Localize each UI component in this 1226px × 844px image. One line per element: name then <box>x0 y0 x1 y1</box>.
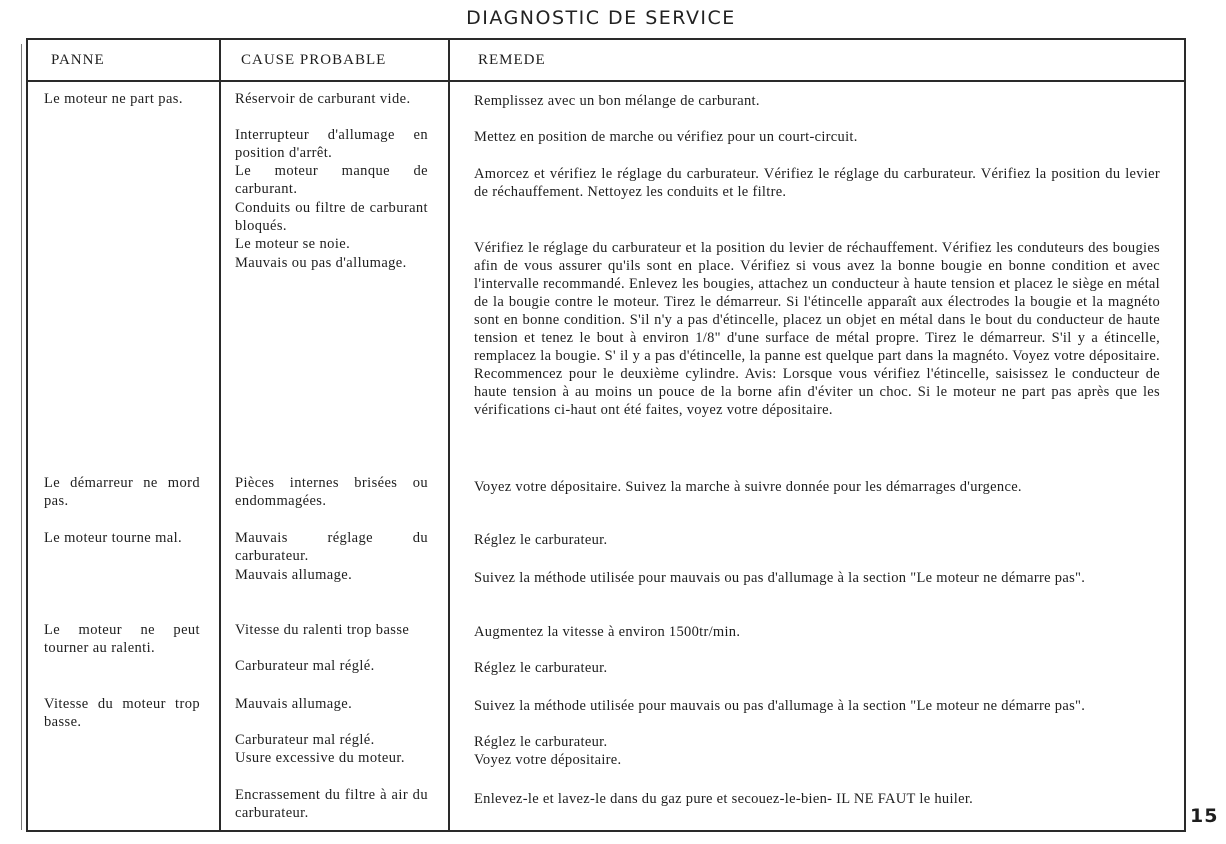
page-number: 15 <box>1190 805 1219 827</box>
header-cause: CAUSE PROBABLE <box>241 52 387 68</box>
remede-cell: Réglez le carburateur. <box>474 532 608 548</box>
header-remede: REMEDE <box>478 52 546 68</box>
panne-cell: Le moteur tourne mal. <box>44 530 183 546</box>
remede-cell: Suivez la méthode utilisée pour mauvais ou pas d'allumage à la section "Le moteur ne démarre pas". <box>474 698 1086 714</box>
panne-cell: Le moteur ne peut tourner au ralenti. <box>44 622 200 656</box>
cause-cell: Pièces internes brisées ou endommagées. <box>235 475 428 509</box>
header-divider <box>26 80 1186 82</box>
cause-cell: Mauvais réglage du carburateur. <box>235 530 428 564</box>
remede-cell: Voyez votre dépositaire. Suivez la marche à suivre donnée pour les démarrages d'urgence. <box>474 479 1022 495</box>
cause-cell: Le moteur manque de carburant. <box>235 163 428 197</box>
column-divider-2 <box>448 38 450 832</box>
panne-cell: Le moteur ne part pas. <box>44 91 183 107</box>
cause-cell: Vitesse du ralenti trop basse <box>235 622 410 638</box>
page-title: DIAGNOSTIC DE SERVICE <box>466 7 736 29</box>
remede-cell: Suivez la méthode utilisée pour mauvais ou pas d'allumage à la section "Le moteur ne démarre pas". <box>474 570 1086 586</box>
remede-cell: Réglez le carburateur. <box>474 660 608 676</box>
cause-cell: Conduits ou filtre de carburant bloqués. <box>235 200 428 234</box>
remede-cell: Enlevez-le et lavez-le dans du gaz pure et secouez-le-bien- IL NE FAUT le huiler. <box>474 791 974 807</box>
cause-cell: Carburateur mal réglé. <box>235 658 375 674</box>
margin-rule <box>21 44 22 830</box>
cause-cell: Usure excessive du moteur. <box>235 750 405 766</box>
header-panne: PANNE <box>51 52 105 68</box>
panne-cell: Le démarreur ne mord pas. <box>44 475 200 509</box>
cause-cell: Encrassement du filtre à air du carburateur. <box>235 787 428 821</box>
cause-cell: Mauvais allumage. <box>235 696 353 712</box>
cause-cell: Interrupteur d'allumage en position d'arrêt. <box>235 127 428 161</box>
cause-cell: Le moteur se noie. <box>235 236 351 252</box>
cause-cell: Réservoir de carburant vide. <box>235 91 411 107</box>
remede-cell: Amorcez et vérifiez le réglage du carburateur. Vérifiez le réglage du carburateur. Vérifiez la position du levier de réchauffement. Nettoyez les conduits et le filtre. <box>474 166 1160 200</box>
remede-cell: Mettez en position de marche ou vérifiez pour un court-circuit. <box>474 129 858 145</box>
remede-cell: Voyez votre dépositaire. <box>474 752 622 768</box>
cause-cell: Mauvais allumage. <box>235 567 353 583</box>
remede-cell: Réglez le carburateur. <box>474 734 608 750</box>
cause-cell: Mauvais ou pas d'allumage. <box>235 255 407 271</box>
remede-cell: Augmentez la vitesse à environ 1500tr/min. <box>474 624 741 640</box>
panne-cell: Vitesse du moteur trop basse. <box>44 696 200 730</box>
remede-cell: Vérifiez le réglage du carburateur et la position du levier de réchauffement. Vérifiez les conduteurs des bougies afin de vous assurer qu'ils sont en place. Vérifiez si vous avez la bonne bougie en bonne condition et avec l'intervalle recommandé. Enlevez les bougies, attachez un conducteur à haute tension et placez le siège en métal de la bougie contre le moteur. Tirez le démarreur. Si l'étincelle apparaît aux électrodes la bougie et la magnéto sont en bonne condition. S'il n'y a pas d'étincelle, placez un objet en métal dans le bout du conducteur de haute tension et tenez le bout à environ 1/8" d'une surface de métal propre. Tirez le démarreur. S'il y a étincelle, remplacez la bougie. S' il y a pas d'étincelle, la panne est quelque part dans la magnéto. Voyez votre dépositaire. Recommencez pour le deuxième cylindre. Avis: Lorsque vous vérifiez l'étincelle, saisissez le conducteur de haute tension à au moins un pouce de la borne afin d'éviter un choc. Si le moteur ne part pas après que les vérifications ci-haut ont été faites, voyez votre dépositaire. <box>474 240 1160 418</box>
remede-cell: Remplissez avec un bon mélange de carburant. <box>474 93 760 109</box>
column-divider-1 <box>219 38 221 832</box>
cause-cell: Carburateur mal réglé. <box>235 732 375 748</box>
